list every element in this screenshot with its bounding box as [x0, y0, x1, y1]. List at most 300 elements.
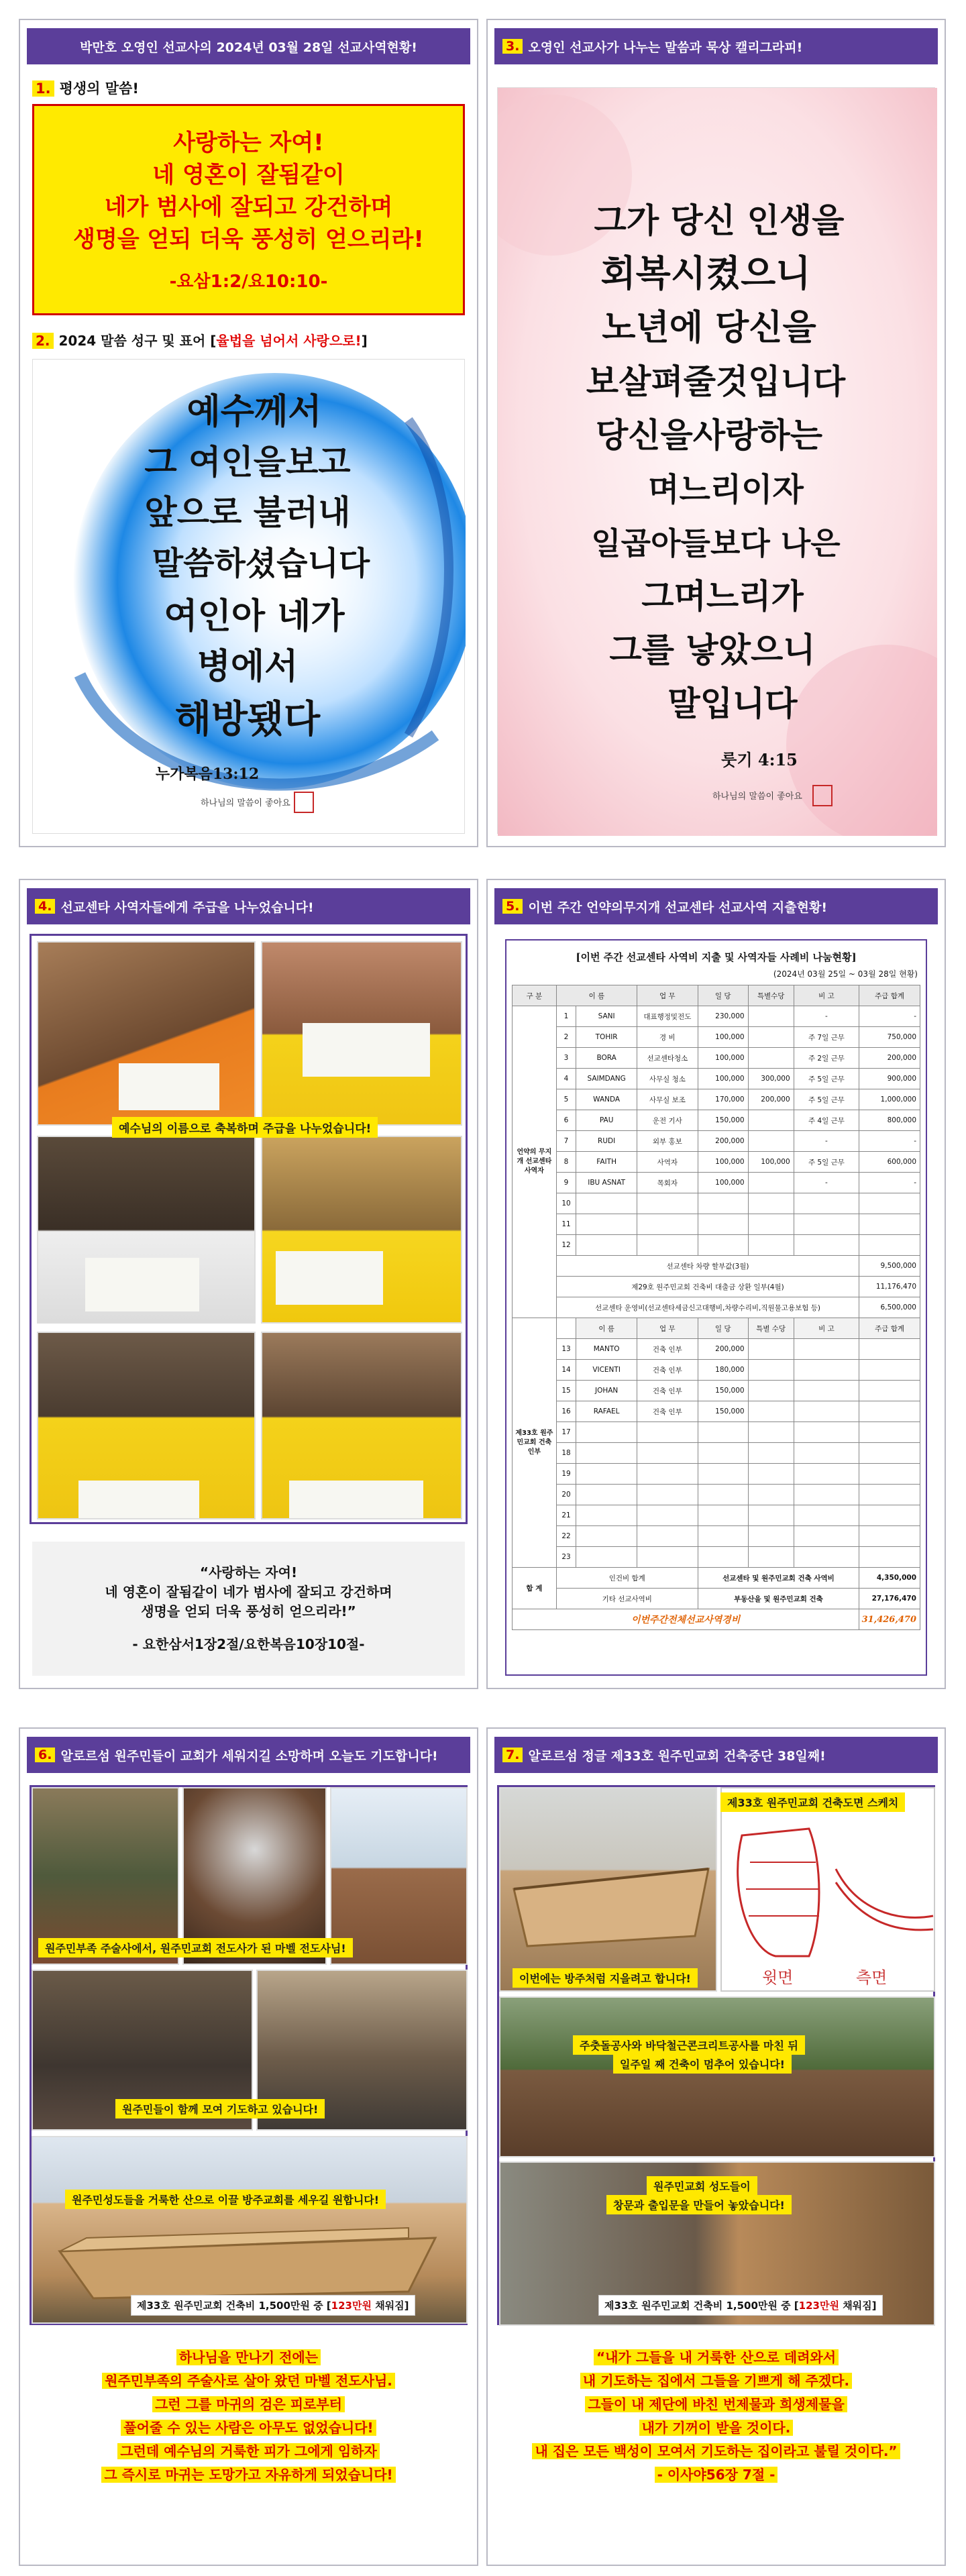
panel-title: 알로르섬 정글 제33호 원주민교회 건축중단 38일째!: [528, 1748, 826, 1764]
callig-line: 그며느리가: [641, 576, 804, 616]
table-cell: [748, 1193, 794, 1214]
callig-line: 예수께서: [186, 391, 322, 432]
lifetime-verse-box: [32, 104, 465, 315]
seal-caption: 하나님의 말씀이 좋아요: [712, 792, 802, 802]
table-cell: JOHAN: [576, 1381, 637, 1401]
table-cell: 주 4일 근무: [794, 1110, 859, 1131]
table-cell: 운전 기사: [637, 1110, 698, 1131]
story-line: 원주민부족의 주술사로 살아 왔던 마벨 전도사님.: [102, 2373, 395, 2389]
table-cell: [748, 1381, 794, 1401]
fund-status: 제33호 원주민교회 건축비 1,500만원 중 [123만원 채워짐]: [598, 2295, 883, 2316]
group-label: 언약의 무지개 선교센타 사역자: [513, 1006, 557, 1318]
table-cell: [748, 1339, 794, 1360]
photo-worker-young-man: [37, 1332, 256, 1519]
table-cell: [748, 1027, 794, 1048]
table-cell: [576, 1443, 637, 1464]
table-cell: 100,000: [698, 1069, 748, 1089]
table-cell: 14: [556, 1360, 576, 1381]
table-cell: 100,000: [698, 1048, 748, 1069]
table-subheader-row: [513, 1318, 920, 1339]
table-cell: [637, 1526, 698, 1547]
table-row: [513, 1089, 920, 1110]
panel-alor-prayer: [19, 1727, 478, 2566]
table-row: [513, 1173, 920, 1193]
table-cell: 주 7일 근무: [794, 1027, 859, 1048]
table-cell: 사무실 청소: [637, 1069, 698, 1089]
table-cell: [748, 1547, 794, 1568]
table-cell: -: [794, 1131, 859, 1152]
table-cell: [859, 1401, 920, 1422]
ark-model-drawing: [500, 1788, 717, 1992]
photo-caption: 원주민성도들을 거룩한 산으로 이끌 방주교회를 세우길 원합니다!: [65, 2190, 386, 2209]
photo-worker-man-white: [37, 1136, 256, 1324]
table-cell: TOHIR: [576, 1027, 637, 1048]
panel-calligraphy: [486, 19, 946, 847]
table-cell: BORA: [576, 1048, 637, 1069]
callig-line: 그가 당신 인생을: [594, 201, 845, 240]
story-line: 그런 그를 마귀의 검은 피로부터: [152, 2396, 345, 2412]
table-cell: 17: [556, 1422, 576, 1443]
table-row: [513, 1277, 920, 1297]
table-cell: [576, 1547, 637, 1568]
table-row: [513, 1110, 920, 1131]
table-cell: [794, 1526, 859, 1547]
table-cell: [637, 1235, 698, 1256]
total-row: 기타 선교사역비 부동산을 및 원주민교회 건축 27,176,470: [513, 1589, 920, 1609]
verse-line: 생명을 얻되 더욱 풍성히 얻으리라!: [73, 226, 424, 253]
table-cell: [748, 1006, 794, 1027]
photo-ark-model: [499, 1787, 717, 1992]
photo-caption: 창문과 출입문을 만들어 놓았습니다!: [606, 2195, 792, 2214]
photo-caption: 제33호 원주민교회 건축도면 스케치: [720, 1792, 905, 1812]
table-row: [513, 1381, 920, 1401]
table-cell: SAIMDANG: [576, 1069, 637, 1089]
table-cell: [556, 1318, 576, 1339]
callig-line: 노년에 당신을: [602, 307, 816, 348]
table-cell: [748, 1048, 794, 1069]
story-line: 내가 기꺼이 받을 것이다.: [639, 2420, 794, 2436]
table-cell: [859, 1464, 920, 1485]
table-cell: [698, 1464, 748, 1485]
table-date: (2024년 03월 25일 ~ 03월 28일 현황): [773, 969, 918, 979]
table-cell: [748, 1526, 794, 1547]
table-cell: 건축 인부: [637, 1360, 698, 1381]
table-cell: 300,000: [748, 1069, 794, 1089]
photo-collage-frame: [497, 1785, 935, 2325]
table-cell: [859, 1485, 920, 1505]
story-line: “내가 그들을 내 거룩한 산으로 데려와서: [594, 2349, 839, 2365]
verse-line: 네 영혼이 잘됨같이: [152, 162, 345, 189]
table-row: [513, 1547, 920, 1568]
table-cell: 150,000: [698, 1110, 748, 1131]
section-label-lifetime-word: 1. 평생의 말씀!: [32, 78, 139, 98]
table-cell: [748, 1485, 794, 1505]
table-cell: 3: [556, 1048, 576, 1069]
panel-title-bar: [27, 28, 470, 64]
table-cell: [576, 1235, 637, 1256]
photo-caption: 일주일 째 건축이 멈추어 있습니다!: [613, 2054, 792, 2074]
table-cell: [794, 1381, 859, 1401]
table-cell: 200,000: [698, 1339, 748, 1360]
table-cell: 주 5일 근무: [794, 1152, 859, 1173]
panel-title: 오영인 선교사가 나누는 말씀과 묵상 캘리그라피!: [528, 40, 803, 55]
table-cell: [576, 1193, 637, 1214]
table-cell: 19: [556, 1464, 576, 1485]
panel-church-construction: [486, 1727, 946, 2566]
table-cell: 경 비: [637, 1027, 698, 1048]
calligraphy-artwork: [498, 88, 937, 836]
callig-line: 그를 낳았으니: [609, 630, 816, 669]
table-header-cell: 업 무: [637, 1318, 698, 1339]
callig-line: 그 여인을보고: [144, 442, 351, 482]
table-cell: [794, 1193, 859, 1214]
table-cell: [748, 1214, 794, 1235]
table-header-cell: 비 고: [794, 1318, 859, 1339]
panel-title: 이번 주간 언약의무지개 선교센타 선교사역 지출현황!: [528, 900, 827, 915]
panel-title: 선교센타 사역자들에게 주급을 나누었습니다!: [60, 900, 314, 915]
callig-line: 앞으로 불러내: [144, 492, 351, 532]
table-cell: 100,000: [698, 1173, 748, 1193]
grand-total-row: 이번주간전체선교사역경비 31,426,470: [513, 1609, 920, 1630]
table-cell: 1: [556, 1006, 576, 1027]
table-cell: [698, 1214, 748, 1235]
table-cell: 200,000: [698, 1131, 748, 1152]
panel-weekly-wages: [19, 879, 478, 1689]
table-cell: 10: [556, 1193, 576, 1214]
table-cell: 180,000: [698, 1360, 748, 1381]
table-cell: [576, 1485, 637, 1505]
table-cell: -: [794, 1173, 859, 1193]
photo-grid-frame: [30, 934, 468, 1524]
table-cell: 주 5일 근무: [794, 1069, 859, 1089]
callig-line: 여인아 네가: [164, 596, 345, 637]
table-cell: [637, 1547, 698, 1568]
photo-caption: 원주민들이 함께 모여 기도하고 있습니다!: [115, 2099, 325, 2118]
table-cell: 900,000: [859, 1069, 920, 1089]
table-cell: 11: [556, 1214, 576, 1235]
sketch-lines: [722, 1788, 935, 1992]
testimony-text: [32, 2346, 465, 2487]
table-cell: [576, 1464, 637, 1485]
table-cell: 800,000: [859, 1110, 920, 1131]
table-cell: RAFAEL: [576, 1401, 637, 1422]
table-cell: 주 5일 근무: [794, 1089, 859, 1110]
table-cell: [748, 1505, 794, 1526]
table-cell: 200,000: [859, 1048, 920, 1069]
table-cell: [698, 1485, 748, 1505]
table-cell: [794, 1505, 859, 1526]
story-line: 하나님을 만나기 전에는: [176, 2349, 321, 2365]
table-cell: 건축 인부: [637, 1401, 698, 1422]
table-header-cell: 주급 합계: [859, 1318, 920, 1339]
table-row: [513, 1214, 920, 1235]
table-cell: 제29호 원주민교회 건축비 대출금 상환 일부(4월): [556, 1277, 859, 1297]
table-row: [513, 1526, 920, 1547]
table-cell: 2: [556, 1027, 576, 1048]
table-cell: [859, 1193, 920, 1214]
table-cell: [748, 1131, 794, 1152]
callig-line: 말씀하셨습니다: [152, 545, 370, 582]
table-cell: [794, 1214, 859, 1235]
table-cell: [859, 1547, 920, 1568]
table-cell: -: [859, 1173, 920, 1193]
table-cell: 건축 인부: [637, 1339, 698, 1360]
calligraphy-image-pink: [497, 87, 935, 834]
table-cell: [859, 1235, 920, 1256]
quote-reference: - 요한삼서1장2절/요한복음10장10절-: [132, 1636, 365, 1652]
sketch-label: 측면: [856, 1968, 888, 1987]
table-cell: [576, 1422, 637, 1443]
table-cell: [748, 1422, 794, 1443]
table-cell: 9: [556, 1173, 576, 1193]
table-cell: 100,000: [698, 1152, 748, 1173]
table-cell: [794, 1547, 859, 1568]
table-cell: 6,500,000: [859, 1297, 920, 1318]
table-cell: 750,000: [859, 1027, 920, 1048]
photo-caption: 이번에는 방주처럼 지을려고 합니다!: [513, 1968, 698, 1988]
verse-line: 사랑하는 자여!: [173, 129, 324, 156]
panel-title-bar: 3. 오영인 선교사가 나누는 말씀과 묵상 캘리그라피!: [494, 28, 938, 64]
table-cell: 9,500,000: [859, 1256, 920, 1277]
table-row: [513, 1505, 920, 1526]
table-cell: [748, 1173, 794, 1193]
callig-line: 며느리이자: [648, 471, 804, 508]
sketch-label: 윗면: [762, 1968, 794, 1987]
table-cell: [576, 1505, 637, 1526]
table-cell: 600,000: [859, 1152, 920, 1173]
table-cell: [794, 1401, 859, 1422]
table-cell: 사무실 보조: [637, 1089, 698, 1110]
table-cell: 선교센타청소: [637, 1048, 698, 1069]
story-line: 내 집은 모든 백성이 모여서 기도하는 집이라고 불릴 것이다.”: [532, 2443, 900, 2459]
table-cell: PAU: [576, 1110, 637, 1131]
table-row: [513, 1131, 920, 1152]
calligraphy-image-wave: [32, 359, 465, 834]
table-row: [513, 1006, 920, 1027]
table-cell: [794, 1422, 859, 1443]
table-cell: 1,000,000: [859, 1089, 920, 1110]
table-row: [513, 1027, 920, 1048]
scripture-quote-box: [32, 1542, 465, 1676]
table-cell: [576, 1526, 637, 1547]
table-cell: [698, 1193, 748, 1214]
story-line: 그 즉시로 마귀는 도망가고 자유하게 되었습니다!: [101, 2467, 395, 2483]
table-cell: 16: [556, 1401, 576, 1422]
calligraphy-artwork: [33, 360, 466, 836]
story-line: - 이사야56장 7절 -: [655, 2467, 778, 2483]
photo-caption: 원주민교회 성도들이: [647, 2176, 757, 2196]
table-cell: 18: [556, 1443, 576, 1464]
photo-worker-woman-yellow: [261, 1136, 462, 1324]
table-cell: 13: [556, 1339, 576, 1360]
sketch-drawing: [720, 1787, 935, 1992]
table-cell: [698, 1443, 748, 1464]
table-row: [513, 1464, 920, 1485]
photo-worker-woman-orange: [37, 941, 256, 1126]
table-cell: -: [794, 1006, 859, 1027]
table-cell: 150,000: [698, 1401, 748, 1422]
table-cell: 100,000: [748, 1152, 794, 1173]
table-row: [513, 1339, 920, 1360]
story-line: 풀어줄 수 있는 사람은 아무도 없었습니다!: [121, 2420, 376, 2436]
panel-title: 박만호 오영인 선교사의 2024년 03월 28일 선교사역현황!: [80, 40, 417, 55]
panel-ministry-status: [19, 19, 478, 847]
table-cell: [637, 1422, 698, 1443]
table-row: [513, 1443, 920, 1464]
table-cell: [637, 1505, 698, 1526]
table-cell: [637, 1464, 698, 1485]
table-cell: [859, 1526, 920, 1547]
table-cell: [859, 1505, 920, 1526]
table-cell: [794, 1443, 859, 1464]
callig-line: 일곱아들보다 나은: [591, 525, 841, 561]
total-row: 합 계 인건비 합계 선교센타 및 원주민교회 건축 사역비 4,350,000: [513, 1568, 920, 1589]
callig-line: 보살펴줄것입니다: [586, 362, 846, 401]
callig-line: 병에서: [197, 646, 299, 687]
table-cell: VICENTI: [576, 1360, 637, 1381]
panel-title-bar: 6. 알로르섬 원주민들이 교회가 세워지길 소망하며 오늘도 기도합니다!: [27, 1737, 470, 1773]
table-row: [513, 1360, 920, 1381]
table-cell: [637, 1193, 698, 1214]
table-cell: 11,176,470: [859, 1277, 920, 1297]
photo-collage-frame: [30, 1785, 468, 2325]
callig-line: 회복시켰으니: [600, 252, 811, 294]
fund-status: 제33호 원주민교회 건축비 1,500만원 중 [123만원 채워짐]: [131, 2295, 415, 2316]
expense-table: [512, 985, 920, 1630]
seal-stamp: [294, 792, 313, 812]
table-cell: -: [859, 1131, 920, 1152]
quote-line: 생명을 얻되 더욱 풍성히 얻으리라!”: [141, 1603, 356, 1619]
table-cell: FAITH: [576, 1152, 637, 1173]
table-cell: 8: [556, 1152, 576, 1173]
quote-line: 네 영혼이 잘됨같이 네가 범사에 잘되고 강건하며: [105, 1584, 392, 1600]
table-cell: 150,000: [698, 1381, 748, 1401]
table-cell: [698, 1526, 748, 1547]
table-cell: 4: [556, 1069, 576, 1089]
table-cell: 12: [556, 1235, 576, 1256]
callig-line: 당신을사랑하는: [595, 415, 823, 455]
table-row: [513, 1401, 920, 1422]
table-title: [이번 주간 선교센타 사역비 지출 및 사역자들 사례비 나눔현황]: [576, 951, 857, 963]
table-cell: 170,000: [698, 1089, 748, 1110]
table-cell: [637, 1485, 698, 1505]
table-row: [513, 1297, 920, 1318]
table-row: [513, 1069, 920, 1089]
table-cell: 사역자: [637, 1152, 698, 1173]
group-label: 제33호 원주민교회 건축인부: [513, 1318, 557, 1568]
table-cell: MANTO: [576, 1339, 637, 1360]
callig-line: 해방됐다: [174, 697, 321, 741]
table-row: [513, 1152, 920, 1173]
table-cell: [859, 1339, 920, 1360]
scripture-text: [500, 2346, 932, 2487]
table-cell: 선교센타 차량 할부값(3월): [556, 1256, 859, 1277]
table-cell: [748, 1360, 794, 1381]
table-cell: [748, 1235, 794, 1256]
photo-caption: 원주민부족 주술사에서, 원주민교회 전도사가 된 마벨 전도사님!: [38, 1938, 353, 1957]
table-cell: [794, 1339, 859, 1360]
expense-table-frame: [505, 939, 927, 1676]
table-header-row: 구 분 이 름 업 무 일 당 특별수당 비 고 주급 합계: [513, 985, 920, 1006]
table-row: [513, 1422, 920, 1443]
table-cell: 목회자: [637, 1173, 698, 1193]
table-cell: 7: [556, 1131, 576, 1152]
table-cell: 230,000: [698, 1006, 748, 1027]
table-cell: [637, 1214, 698, 1235]
table-cell: [859, 1422, 920, 1443]
table-cell: [859, 1443, 920, 1464]
quote-line: “사랑하는 자여!: [199, 1564, 298, 1580]
table-cell: 23: [556, 1547, 576, 1568]
callig-reference: 룻기 4:15: [721, 750, 798, 769]
table-cell: 100,000: [698, 1027, 748, 1048]
table-cell: 15: [556, 1381, 576, 1401]
table-header-cell: 특별 수당: [748, 1318, 794, 1339]
panel-title: 알로르섬 원주민들이 교회가 세워지길 소망하며 오늘도 기도합니다!: [60, 1748, 438, 1764]
verse-line: 네가 범사에 잘되고 강건하며: [104, 194, 393, 221]
story-line: 그런데 예수님의 거룩한 피가 그에게 임하자: [117, 2443, 380, 2459]
table-cell: 22: [556, 1526, 576, 1547]
table-cell: [748, 1443, 794, 1464]
section-label-2024-motto: 2. 2024 말씀 성구 및 표어 [율법을 넘어서 사랑으로!]: [32, 330, 368, 350]
photo-caption: 예수님의 이름으로 축복하며 주급을 나누었습니다!: [112, 1117, 378, 1138]
table-row: [513, 1256, 920, 1277]
table-cell: SANI: [576, 1006, 637, 1027]
table-cell: IBU ASNAT: [576, 1173, 637, 1193]
story-line: 그들이 내 제단에 바친 번제물과 희생제물을: [585, 2396, 847, 2412]
table-cell: 선교센타 운영비(선교센타세금신고대행비,차량수리비,직원물고용보험 등): [556, 1297, 859, 1318]
seal-caption: 하나님의 말씀이 좋아요: [201, 798, 290, 808]
table-cell: WANDA: [576, 1089, 637, 1110]
table-header-cell: 일 당: [698, 1318, 748, 1339]
story-line: 내 기도하는 집에서 그들을 기쁘게 해 주겠다.: [580, 2373, 852, 2389]
table-cell: 외부 홍보: [637, 1131, 698, 1152]
table-cell: -: [859, 1006, 920, 1027]
table-cell: 대표행정및전도: [637, 1006, 698, 1027]
table-row: [513, 1485, 920, 1505]
callig-reference: 누가복음13:12: [155, 765, 260, 783]
table-cell: 주 2일 근무: [794, 1048, 859, 1069]
callig-line: 말입니다: [667, 684, 798, 723]
panel-title-bar: 4. 선교센타 사역자들에게 주급을 나누었습니다!: [27, 888, 470, 924]
table-cell: 20: [556, 1485, 576, 1505]
verse-reference: -요삼1:2/요10:10-: [169, 272, 328, 292]
table-cell: [748, 1110, 794, 1131]
panel-title-bar: 7. 알로르섬 정글 제33호 원주민교회 건축중단 38일째!: [494, 1737, 938, 1773]
panel-title-bar: 5. 이번 주간 언약의무지개 선교센타 선교사역 지출현황!: [494, 888, 938, 924]
panel-expense-report: [486, 879, 946, 1689]
table-cell: 200,000: [748, 1089, 794, 1110]
table-row: [513, 1235, 920, 1256]
table-cell: [637, 1443, 698, 1464]
table-cell: [748, 1464, 794, 1485]
table-cell: [698, 1505, 748, 1526]
photo-worker-man-yellow: [261, 941, 462, 1126]
table-row: [513, 1048, 920, 1069]
table-header-cell: 이 름: [576, 1318, 637, 1339]
table-cell: [576, 1214, 637, 1235]
table-cell: [794, 1360, 859, 1381]
photo-foundation: [499, 1996, 935, 2157]
table-cell: [794, 1485, 859, 1505]
table-cell: [859, 1381, 920, 1401]
table-cell: 6: [556, 1110, 576, 1131]
table-cell: [859, 1214, 920, 1235]
table-cell: 21: [556, 1505, 576, 1526]
table-cell: RUDI: [576, 1131, 637, 1152]
table-cell: [698, 1422, 748, 1443]
table-cell: [794, 1235, 859, 1256]
